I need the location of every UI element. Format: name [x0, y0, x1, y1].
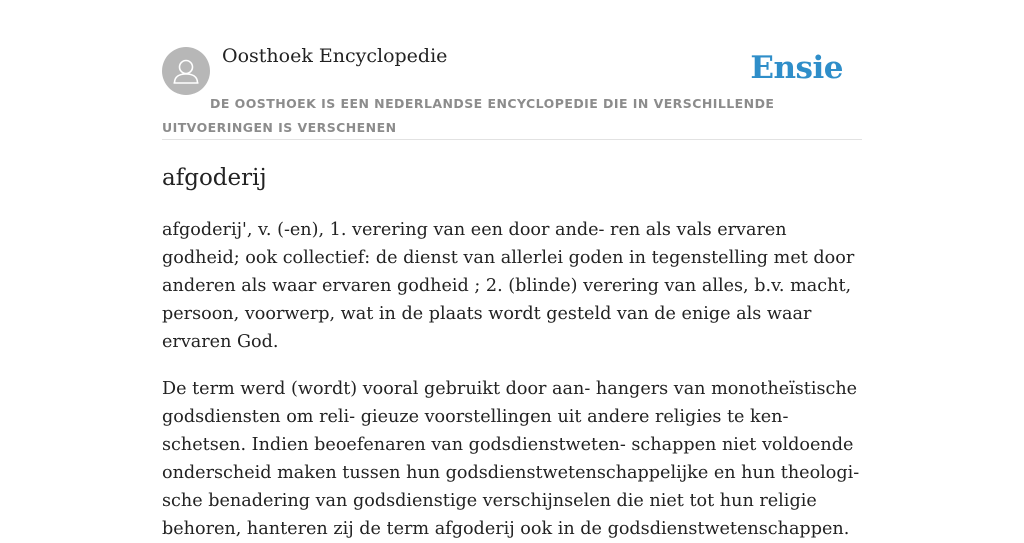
entry-title: afgoderij	[162, 165, 267, 191]
header-divider	[162, 139, 862, 140]
header	[162, 40, 862, 140]
definition-paragraph: afgoderij', v. (-en), 1. verering van een door ande- ren als vals ervaren godheid; ook collectief: de dienst van allerlei goden in tegenstelling met door anderen als waar ervaren godheid ; 2. (blinde) verering van alles, b.v. macht, persoon, voorwerp, wat in de plaats wordt gesteld van de enige als waar ervaren God.	[162, 220, 855, 352]
user-avatar-icon[interactable]	[162, 47, 210, 95]
ensie-logo-link[interactable]: Ensie	[750, 50, 843, 86]
site-tagline: DE OOSTHOEK IS EEN NEDERLANDSE ENCYCLOPEDIE DIE IN VERSCHILLENDE UITVOERINGEN IS VERSCHENEN	[162, 96, 775, 135]
article	[162, 160, 862, 543]
avatar-silhouette-icon	[162, 47, 210, 95]
site-title-link[interactable]: Oosthoek Encyclopedie	[222, 45, 448, 67]
explanation-paragraph: De term werd (wordt) vooral gebruikt door aan- hangers van monotheïstische godsdiensten om reli- gieuze voorstellingen uit andere religies te ken- schetsen. Indien beoefenaren van godsdienstweten- schappen niet voldoende onderscheid maken tussen hun godsdienstwetenschappelijke en hun theologi- sche benadering van godsdienstige verschijnselen die niet tot hun religie behoren, hanteren zij de term afgoderij ook in de godsdienstwetenschappen.	[162, 379, 860, 539]
